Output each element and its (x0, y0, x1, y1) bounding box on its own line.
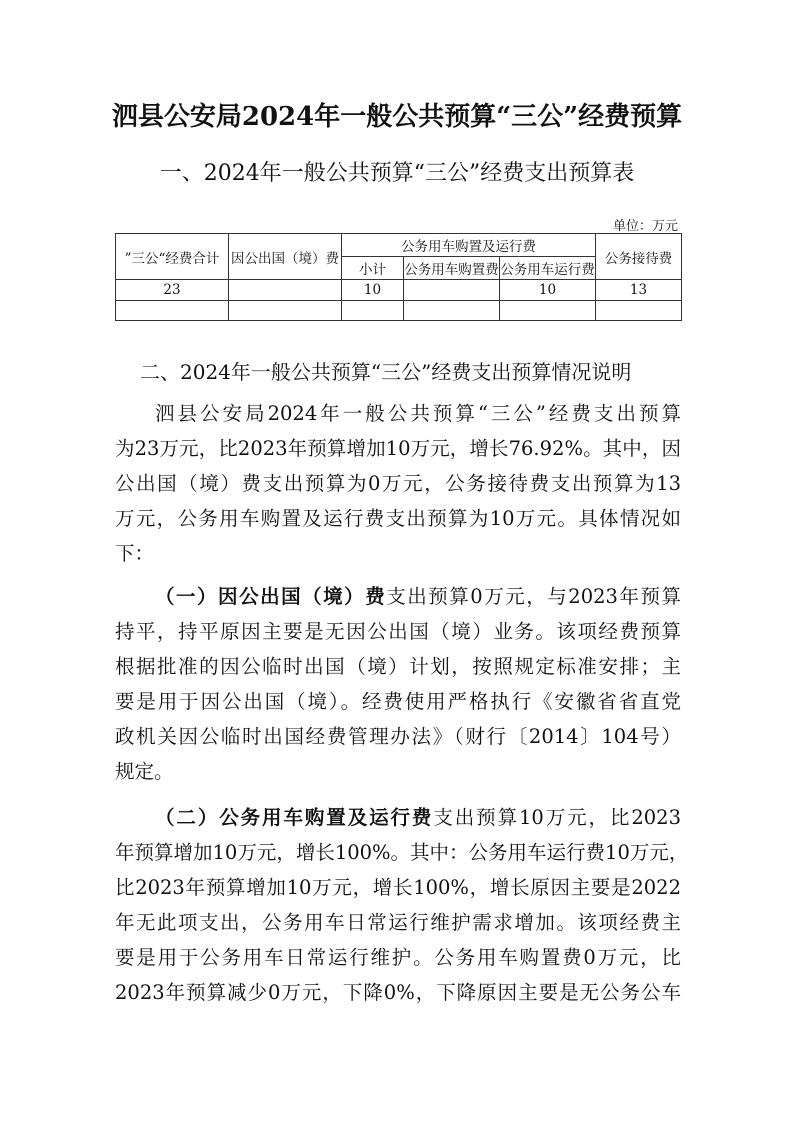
header-total: ”三公“经费合计 (116, 234, 229, 280)
budget-table (115, 233, 682, 321)
paragraph-abroad (115, 579, 681, 789)
cell-abroad (229, 280, 342, 301)
cell-vehicle-purchase (404, 301, 500, 321)
paragraph-lead-heading: （二）公务用车购置及运行费 (155, 806, 434, 829)
paragraph-lead-text: 支出预算10万元，比2023 (433, 806, 681, 829)
cell-abroad (229, 301, 342, 321)
paragraph-line: 规定。 (115, 760, 174, 783)
paragraph-line: 要是用于因公出国（境）。经费使用严格执行《安徽省省直党 (115, 690, 681, 713)
cell-vehicle-purchase (404, 280, 500, 301)
header-vehicle-purchase: 公务用车购置费 (404, 257, 500, 280)
header-vehicle-subtotal: 小计 (342, 257, 404, 280)
cell-reception (596, 301, 682, 321)
paragraph-line: 比2023年预算增加10万元，增长100%，增长原因主要是2022 (115, 876, 681, 899)
document-title: 泗县公安局2024年一般公共预算“三公”经费预算 (111, 102, 683, 132)
cell-vehicle-operation (500, 301, 596, 321)
paragraph-line: 2023年预算减少0万元，下降0%，下降原因主要是无公务公车 (115, 981, 681, 1004)
table-row (116, 280, 682, 301)
cell-vehicle-subtotal: 10 (342, 280, 404, 301)
header-vehicle-operation: 公务用车运行费 (500, 257, 596, 280)
unit-label: 单位：万元 (612, 219, 678, 234)
paragraph-line: 公出国（境）费支出预算为0万元，公务接待费支出预算为13 (115, 472, 681, 495)
paragraph-vehicle (115, 800, 689, 1010)
paragraph-line: 为23万元，比2023年预算增加10万元，增长76.92%。其中，因 (115, 437, 681, 460)
paragraph-lead-text: 支出预算0万元，与2023年预算 (386, 585, 681, 608)
paragraph-line: 年预算增加10万元，增长100%。其中：公务用车运行费10万元， (115, 841, 689, 864)
cell-vehicle-subtotal (342, 301, 404, 321)
cell-total: 23 (116, 280, 229, 301)
paragraph-summary (115, 396, 681, 571)
paragraph-first-line (115, 800, 681, 835)
cell-total (116, 301, 229, 321)
header-reception: 公务接待费 (596, 234, 682, 280)
paragraph-line: 根据批准的因公临时出国（境）计划，按照规定标准安排；主 (115, 655, 681, 678)
paragraph-line: 下： (115, 542, 155, 565)
table-row (116, 301, 682, 321)
paragraph-lead-heading: （一）因公出国（境）费 (155, 585, 387, 608)
cell-reception: 13 (596, 280, 682, 301)
table-header-row (116, 234, 682, 257)
header-vehicle-group: 公务用车购置及运行费 (342, 234, 596, 257)
paragraph-line: 泗县公安局2024年一般公共预算“三公”经费支出预算 (155, 402, 681, 425)
paragraph-line: 要是用于公务用车日常运行维护。公务用车购置费0万元，比 (115, 946, 681, 969)
paragraph-first-line (115, 579, 681, 614)
header-abroad: 因公出国（境）费 (229, 234, 342, 280)
cell-vehicle-operation: 10 (500, 280, 596, 301)
paragraph-line: 万元，公务用车购置及运行费支出预算为10万元。具体情况如 (115, 507, 681, 530)
paragraph-line: 政机关因公临时出国经费管理办法》（财行〔2014〕104号） (115, 725, 681, 748)
paragraph-line: 年无此项支出，公务用车日常运行维护需求增加。该项经费主 (115, 911, 681, 934)
table-section-title: 一、2024年一般公共预算“三公”经费支出预算表 (159, 161, 635, 186)
explanation-section-heading: 二、2024年一般公共预算“三公”经费支出预算情况说明 (140, 360, 632, 384)
paragraph-line: 持平，持平原因主要是无因公出国（境）业务。该项经费预算 (115, 620, 681, 643)
